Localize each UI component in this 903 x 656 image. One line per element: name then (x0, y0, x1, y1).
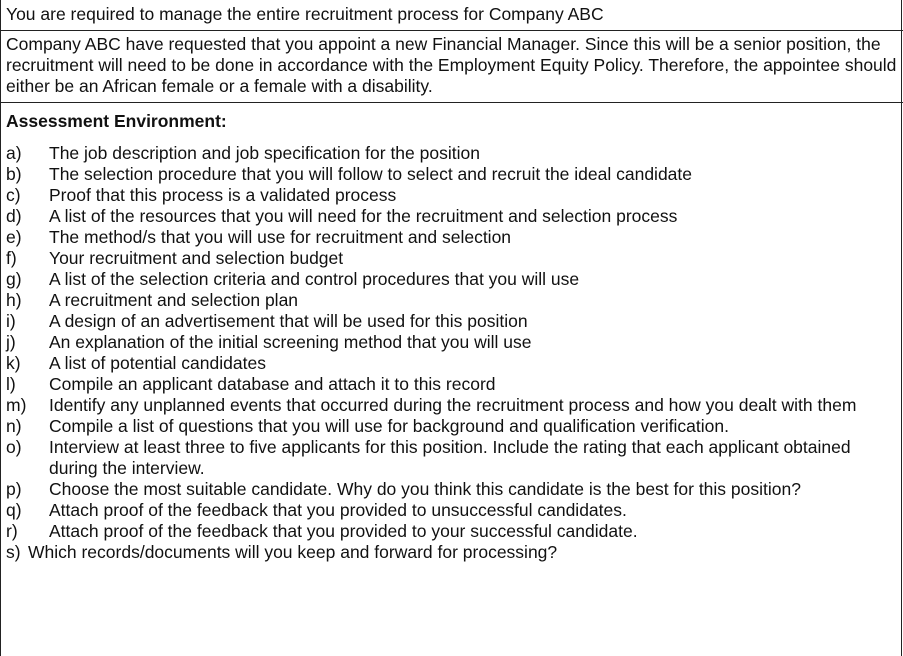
list-marker: r) (6, 521, 18, 541)
list-item-text: Compile a list of questions that you will use for background and qualification verification. (49, 416, 729, 436)
list-item (6, 248, 899, 269)
list-item (6, 416, 899, 437)
list-item-text: A list of the resources that you will need for the recruitment and selection process (49, 206, 678, 226)
list-item-text: Identify any unplanned events that occurred during the recruitment process and how you dealt with them (49, 395, 857, 415)
list-item (6, 185, 899, 206)
list-marker: b) (6, 164, 22, 184)
list-marker: o) (6, 437, 22, 457)
list-item-text: The method/s that you will use for recruitment and selection (49, 227, 512, 247)
list-item (6, 500, 899, 521)
list-marker: l) (6, 374, 16, 394)
section-title: Assessment Environment: (6, 111, 227, 131)
list-item (6, 521, 899, 542)
list-item (6, 164, 899, 185)
header-text: You are required to manage the entire recruitment process for Company ABC (6, 4, 604, 24)
list-marker: s) (6, 542, 21, 562)
list-item-text: Interview at least three to five applicants for this position. Include the rating that each applicant obtained during the interview. (49, 437, 851, 478)
list-item (6, 479, 899, 500)
list-item (6, 290, 899, 311)
list-item (6, 353, 899, 374)
list-item-text: Attach proof of the feedback that you provided to unsuccessful candidates. (49, 500, 627, 520)
list-item (6, 332, 899, 353)
list-item-text: An explanation of the initial screening method that you will use (49, 332, 532, 352)
list-item-text: Proof that this process is a validated process (49, 185, 397, 205)
list-item (6, 227, 899, 248)
list-marker: q) (6, 500, 22, 520)
list-item-text: Compile an applicant database and attach it to this record (49, 374, 496, 394)
list-marker: j) (6, 332, 16, 352)
list-marker: e) (6, 227, 22, 247)
list-item-text: The selection procedure that you will follow to select and recruit the ideal candidate (49, 164, 693, 184)
list-marker: a) (6, 143, 22, 163)
list-marker: k) (6, 353, 21, 373)
list-item (6, 269, 899, 290)
list-item-text: Choose the most suitable candidate. Why do you think this candidate is the best for this position? (49, 479, 801, 499)
list-marker: i) (6, 311, 16, 331)
list-item-text: A design of an advertisement that will be used for this position (49, 311, 528, 331)
list-marker: m) (6, 395, 27, 415)
list-marker: h) (6, 290, 22, 310)
assessment-list (6, 143, 899, 563)
list-item (6, 374, 899, 395)
list-marker: p) (6, 479, 22, 499)
divider (0, 102, 903, 103)
list-item-text: Which records/documents will you keep and forward for processing? (28, 542, 558, 562)
list-item (6, 143, 899, 164)
table-border-left (0, 0, 1, 656)
list-marker: d) (6, 206, 22, 226)
list-item-text: A list of potential candidates (49, 353, 266, 373)
list-marker: f) (6, 248, 17, 268)
list-item-text: The job description and job specification for the position (49, 143, 480, 163)
list-item (6, 311, 899, 332)
list-marker: g) (6, 269, 22, 289)
list-item (6, 206, 899, 227)
list-item (6, 542, 899, 563)
list-marker: n) (6, 416, 22, 436)
list-item-text: A recruitment and selection plan (49, 290, 299, 310)
divider (0, 30, 903, 31)
list-marker: c) (6, 185, 21, 205)
list-item (6, 437, 899, 479)
list-item-text: Your recruitment and selection budget (49, 248, 344, 268)
list-item-text: Attach proof of the feedback that you provided to your successful candidate. (49, 521, 638, 541)
table-border-right (901, 0, 902, 656)
intro-paragraph: Company ABC have requested that you appoint a new Financial Manager. Since this will be a senior position, the recruitment will need to be done in accordance with the Employment Equity Policy. Therefore, the appointee should either be an African female or a female with a disability. (6, 34, 897, 96)
list-item-text: A list of the selection criteria and control procedures that you will use (49, 269, 580, 289)
list-item (6, 395, 899, 416)
